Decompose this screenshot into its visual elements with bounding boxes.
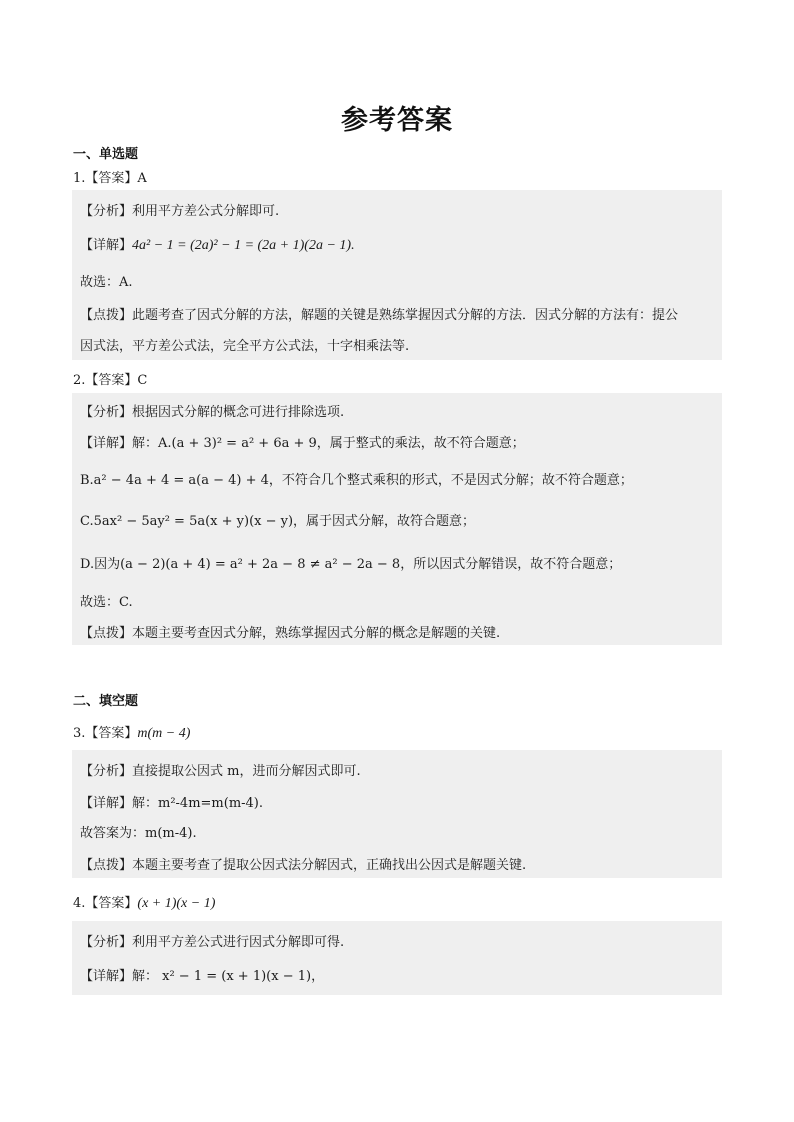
- q1-detail-formula: 4a² − 1 = (2a)² − 1 = (2a + 1)(2a − 1).: [132, 238, 355, 253]
- q2-analysis: 【分析】根据因式分解的概念可进行排除选项.: [80, 405, 345, 420]
- q2-detail-option-a: 【详解】解：A.(a + 3)² = a² + 6a + 9，属于整式的乘法，故不符合题意；: [80, 436, 525, 451]
- q4-analysis: 【分析】利用平方差公式进行因式分解即可得.: [80, 935, 345, 950]
- q4-detail: 【详解】解： x² − 1 = (x + 1)(x − 1)，: [80, 969, 325, 984]
- q4-answer-label: 4.【答案】: [73, 896, 138, 911]
- q2-explanation-box: [72, 393, 722, 645]
- q1-tip-line1: 【点拨】此题考查了因式分解的方法，解题的关键是熟练掌握因式分解的方法．因式分解的方法有：提公: [80, 308, 679, 323]
- q1-tip-line2: 因式法，平方差公式法，完全平方公式法，十字相乘法等.: [80, 339, 410, 354]
- q4-explanation-box: [72, 921, 722, 995]
- q1-detail-label: 【详解】: [80, 238, 133, 253]
- q2-choice: 故选：C.: [80, 595, 133, 610]
- section-heading-fill-blank: 二、填空题: [73, 694, 139, 709]
- q1-answer: 1.【答案】A: [73, 171, 147, 186]
- q3-detail: 【详解】解：m²-4m=m(m-4).: [80, 796, 264, 811]
- q3-analysis: 【分析】直接提取公因式 m，进而分解因式即可.: [80, 764, 361, 779]
- q2-answer: 2.【答案】C: [73, 373, 148, 388]
- q1-choice: 故选：A.: [80, 275, 133, 290]
- page-title: 参考答案: [341, 105, 453, 136]
- section-heading-single-choice: 一、单选题: [73, 147, 139, 162]
- q3-explanation-box: [72, 750, 722, 878]
- q3-answer: [73, 722, 190, 742]
- q3-answer-formula: m(m − 4): [137, 726, 191, 741]
- q3-answer-label: 3.【答案】: [73, 726, 138, 741]
- q4-answer: [73, 892, 215, 912]
- q2-tip: 【点拨】本题主要考查因式分解，熟练掌握因式分解的概念是解题的关键.: [80, 626, 501, 641]
- q4-answer-formula: (x + 1)(x − 1): [137, 896, 216, 911]
- q2-detail-option-b: B.a² − 4a + 4 = a(a − 4) + 4，不符合几个整式乘积的形式，不是因式分解；故不符合题意；: [80, 473, 633, 488]
- q1-explanation-box: [72, 190, 722, 360]
- q1-detail: [80, 234, 355, 254]
- q2-detail-option-c: C.5ax² − 5ay² = 5a(x + y)(x − y)，属于因式分解，故符合题意；: [80, 514, 476, 529]
- q3-tip: 【点拨】本题主要考查了提取公因式法分解因式，正确找出公因式是解题关键.: [80, 858, 527, 873]
- q3-result: 故答案为：m(m-4).: [80, 826, 197, 841]
- q1-analysis: 【分析】利用平方差公式分解即可.: [80, 204, 280, 219]
- q2-detail-option-d: D.因为(a − 2)(a + 4) = a² + 2a − 8 ≠ a² − 2a − 8，所以因式分解错误，故不符合题意；: [80, 557, 622, 572]
